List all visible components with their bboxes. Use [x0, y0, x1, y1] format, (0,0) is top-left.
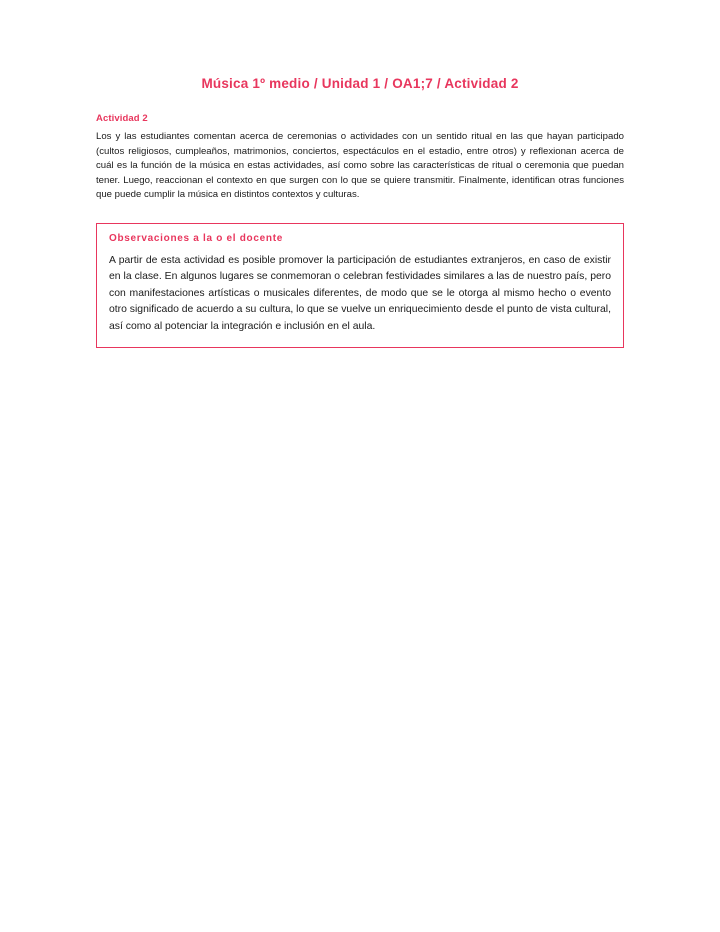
- page-title: Música 1º medio / Unidad 1 / OA1;7 / Actividad 2: [201, 76, 519, 91]
- teacher-note-box: [96, 223, 624, 349]
- teacher-note-title: Observaciones a la o el docente: [109, 232, 283, 244]
- section-label-actividad: Actividad 2: [96, 113, 148, 124]
- teacher-note-text: A partir de esta actividad es posible promover la participación de estudiantes extranjeros, en caso de existir en la clase. En algunos lugares se conmemoran o celebran festividades similares a las de nuestro país, pero con manifestaciones artísticas o musicales diferentes, de modo que se le otorga al mismo hecho o evento otro significado de acuerdo a su cultura, lo que se vuelve un enriquecimiento desde el punto de vista cultural, así como al potenciar la integración e inclusión en el aula.: [109, 254, 611, 332]
- activity-body-text: Los y las estudiantes comentan acerca de ceremonias o actividades con un sentido ritual en las que hayan participado (cultos religiosos, cumpleaños, matrimonios, conciertos, espectáculos en el estadio, entre otros) y reflexionan acerca de cuál es la función de la música en estas actividades, así como sobre las características de ritual o ceremonia que puedan tener. Luego, reaccionan el contexto en que surgen con lo que se quiere transmitir. Finalmente, identifican otras funciones que puede cumplir la música en distintos contextos y culturas.: [96, 131, 624, 201]
